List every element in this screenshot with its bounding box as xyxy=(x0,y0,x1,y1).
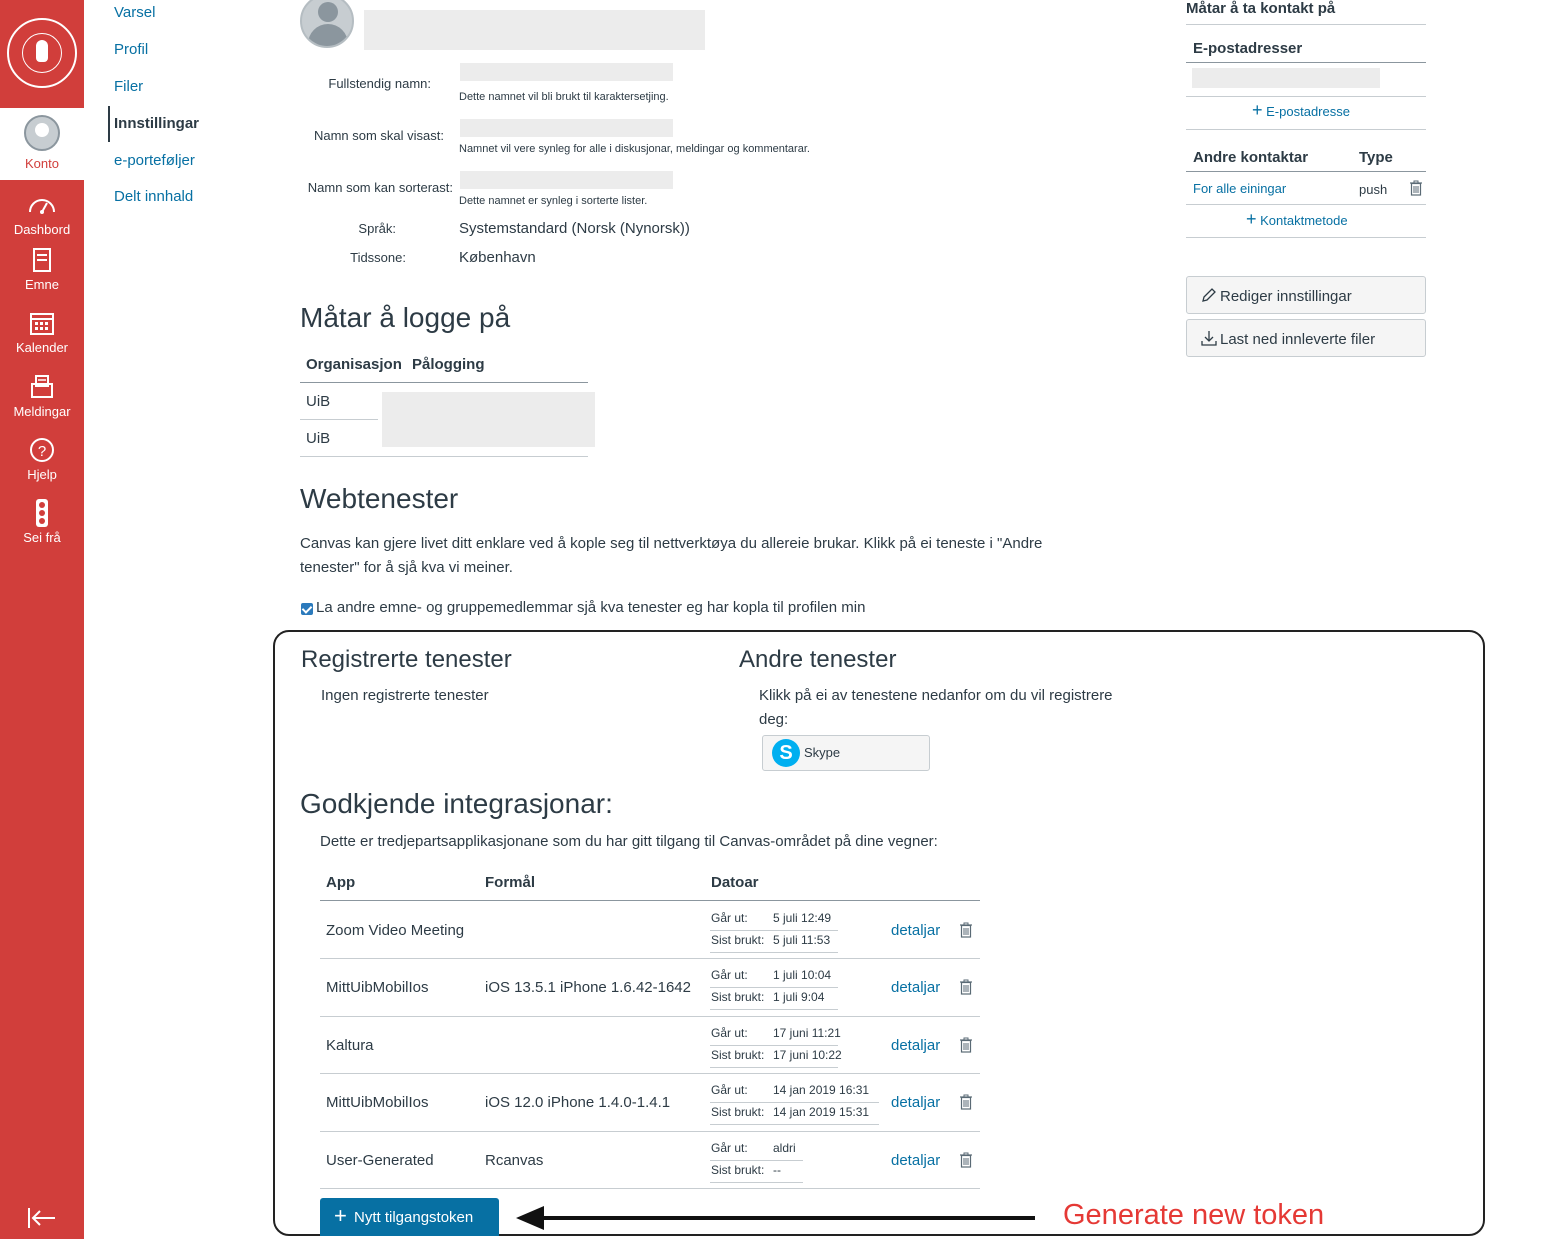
edit-settings-button[interactable] xyxy=(1186,276,1426,314)
expires-value: aldri xyxy=(773,1141,796,1155)
details-link[interactable]: detaljar xyxy=(891,1152,941,1169)
display-name-hint: Namnet vil vere synleg for alle i diskusjonar, meldingar og kommentarar. xyxy=(459,143,810,155)
nav-item-label: Sei frå xyxy=(23,530,61,545)
type-header: Type xyxy=(1359,149,1393,166)
skype-service-button[interactable] xyxy=(762,735,930,771)
sortable-name-field xyxy=(460,171,673,189)
dashboard-icon xyxy=(27,190,57,220)
book-icon xyxy=(27,245,57,275)
expires-value: 5 juli 12:49 xyxy=(773,911,832,925)
inbox-icon xyxy=(27,372,57,402)
expires-value: 17 juni 11:21 xyxy=(773,1026,841,1040)
language-label: Språk: xyxy=(358,221,396,236)
integration-app: MittUibMobilIos xyxy=(326,979,429,996)
display-name-label: Namn som skal visast: xyxy=(313,128,444,143)
display-name-field xyxy=(460,119,673,137)
last-used-value: -- xyxy=(773,1163,781,1177)
add-email-link[interactable]: + E-postadresse xyxy=(1252,100,1350,120)
integration-purpose: Rcanvas xyxy=(485,1152,544,1169)
last-used-value: 1 juli 9:04 xyxy=(773,990,825,1004)
last-used-label: Sist brukt: xyxy=(711,1105,765,1119)
seal-icon xyxy=(7,18,77,88)
contact-row-name[interactable]: For alle einingar xyxy=(1193,181,1287,196)
other-services-title: Andre tenester xyxy=(739,646,897,673)
col-organisasjon: Organisasjon xyxy=(306,356,402,373)
full-name-label: Fullstendig namn: xyxy=(328,76,431,91)
timezone-label: Tidssone: xyxy=(350,250,406,265)
col-datoar: Datoar xyxy=(711,874,759,891)
trash-icon[interactable] xyxy=(959,922,973,938)
expires-label: Går ut: xyxy=(711,1026,748,1040)
svg-text:?: ? xyxy=(37,443,47,460)
download-submissions-label: Last ned innleverte filer xyxy=(1220,331,1376,348)
integrations-desc: Dette er tredjepartsapplikasjonane som du har gitt tilgang til Canvas-området på dine vegner: xyxy=(320,833,938,850)
secondary-nav-varsel[interactable]: Varsel xyxy=(114,4,156,21)
other-services-desc-2: deg: xyxy=(759,711,789,728)
nav-item-label: Kalender xyxy=(15,340,69,355)
integration-app: User-Generated xyxy=(326,1152,434,1169)
sortable-name-label: Namn som kan sorterast: xyxy=(307,180,453,195)
show-services-label[interactable]: La andre emne- og gruppemedlemmar sjå kva tenester eg har kopla til profilen min xyxy=(316,599,866,616)
collapse-nav-icon[interactable] xyxy=(27,1206,57,1230)
redacted-login xyxy=(382,392,595,447)
email-header: E-postadresser xyxy=(1193,40,1303,57)
other-services-desc-1: Klikk på ei av tenestene nedanfor om du vil registrere xyxy=(759,687,1113,704)
details-link[interactable]: detaljar xyxy=(891,1094,941,1111)
secondary-nav-e-portefoljer[interactable]: e-porteføljer xyxy=(114,152,195,169)
nav-item-sei-fra[interactable] xyxy=(0,498,84,560)
new-token-label: Nytt tilgangstoken xyxy=(354,1209,474,1226)
trash-icon[interactable] xyxy=(959,1094,973,1110)
details-link[interactable]: detaljar xyxy=(891,922,941,939)
login-org: UiB xyxy=(306,430,331,447)
expires-label: Går ut: xyxy=(711,968,748,982)
integration-app: Zoom Video Meeting xyxy=(326,922,465,939)
expires-label: Går ut: xyxy=(711,1141,748,1155)
expires-value: 1 juli 10:04 xyxy=(773,968,832,982)
download-icon xyxy=(1201,330,1217,346)
full-name-hint: Dette namnet vil bli brukt til karaktersetjing. xyxy=(459,91,669,103)
integration-app: MittUibMobilIos xyxy=(326,1094,429,1111)
traffic-light-icon xyxy=(27,498,57,528)
nav-item-label: Dashbord xyxy=(13,222,71,237)
plus-icon: + xyxy=(334,1203,347,1228)
secondary-nav-filer[interactable]: Filer xyxy=(114,78,144,95)
login-org: UiB xyxy=(306,393,331,410)
contact-row-type: push xyxy=(1359,182,1388,197)
expires-value: 14 jan 2019 16:31 xyxy=(773,1083,870,1097)
details-link[interactable]: detaljar xyxy=(891,979,941,996)
sortable-name-hint: Dette namnet er synleg i sorterte lister. xyxy=(459,195,648,207)
integration-purpose: iOS 12.0 iPhone 1.4.0-1.4.1 xyxy=(485,1094,671,1111)
redacted-email xyxy=(1192,68,1380,88)
col-app: App xyxy=(326,874,356,891)
full-name-field xyxy=(460,63,673,81)
avatar xyxy=(24,115,60,151)
trash-icon[interactable] xyxy=(959,979,973,995)
registered-services-empty: Ingen registrerte tenester xyxy=(321,687,489,704)
last-used-label: Sist brukt: xyxy=(711,1163,765,1177)
expires-label: Går ut: xyxy=(711,911,748,925)
calendar-icon xyxy=(27,308,57,338)
pencil-icon xyxy=(1201,287,1217,303)
nav-item-konto[interactable] xyxy=(0,108,84,180)
secondary-nav-innstillingar[interactable]: Innstillingar xyxy=(114,115,200,132)
nav-item-label: Hjelp xyxy=(27,467,57,482)
nav-item-dashbord[interactable] xyxy=(0,190,84,252)
new-access-token-button[interactable] xyxy=(320,1198,499,1236)
integration-purpose: iOS 13.5.1 iPhone 1.6.42-1642 xyxy=(485,979,691,996)
nav-item-label: Konto xyxy=(25,156,59,171)
nav-item-hjelp[interactable] xyxy=(0,435,84,497)
nav-item-label: Emne xyxy=(25,277,59,292)
annotation-arrow-head xyxy=(516,1206,544,1230)
webservices-desc-2: tenester" for å sjå kva vi meiner. xyxy=(300,559,513,576)
webservices-desc-1: Canvas kan gjere livet ditt enklare ved å kople seg til nettverktøya du allereie brukar. Klikk på ei teneste i "Andre xyxy=(300,535,1043,552)
edit-settings-label: Rediger innstillingar xyxy=(1220,288,1352,305)
secondary-nav-profil[interactable]: Profil xyxy=(114,41,149,58)
last-used-label: Sist brukt: xyxy=(711,933,765,947)
skype-label: Skype xyxy=(804,745,841,760)
last-used-label: Sist brukt: xyxy=(711,1048,765,1062)
integrations-title: Godkjende integrasjonar: xyxy=(300,788,613,819)
contact-title: Måtar å ta kontakt på xyxy=(1186,0,1336,17)
registered-services-title: Registrerte tenester xyxy=(301,646,512,673)
last-used-value: 14 jan 2019 15:31 xyxy=(773,1105,870,1119)
global-nav xyxy=(0,0,84,1239)
timezone-value: København xyxy=(459,249,536,266)
university-logo[interactable] xyxy=(0,0,84,108)
plus-icon: + xyxy=(1246,209,1257,229)
nav-item-meldingar[interactable] xyxy=(0,372,84,434)
trash-icon[interactable] xyxy=(959,1152,973,1168)
secondary-nav-delt-innhald[interactable]: Delt innhald xyxy=(114,188,194,205)
col-palogging: Pålogging xyxy=(412,356,485,373)
annotation-text: Generate new token xyxy=(1063,1199,1325,1231)
plus-icon: + xyxy=(1252,100,1263,120)
nav-item-kalender[interactable] xyxy=(0,308,84,370)
nav-item-label: Meldingar xyxy=(13,404,71,419)
add-contact-method-link[interactable]: + Kontaktmetode xyxy=(1246,209,1348,229)
trash-icon[interactable] xyxy=(959,1037,973,1053)
language-value: Systemstandard (Norsk (Nynorsk)) xyxy=(459,220,690,237)
profile-avatar[interactable] xyxy=(300,0,354,48)
col-formal: Formål xyxy=(485,874,536,891)
show-services-checkbox[interactable] xyxy=(301,603,313,615)
trash-icon[interactable] xyxy=(1409,180,1423,196)
active-indicator xyxy=(108,106,110,142)
nav-item-emne[interactable] xyxy=(0,245,84,307)
expires-label: Går ut: xyxy=(711,1083,748,1097)
logins-title: Måtar å logge på xyxy=(300,302,511,333)
last-used-label: Sist brukt: xyxy=(711,990,765,1004)
download-submissions-button[interactable] xyxy=(1186,319,1426,357)
last-used-value: 5 juli 11:53 xyxy=(773,933,831,947)
last-used-value: 17 juni 10:22 xyxy=(773,1048,842,1062)
webservices-title: Webtenester xyxy=(300,483,459,514)
redacted-name xyxy=(364,10,705,50)
annotation-arrow xyxy=(540,1216,1035,1220)
integration-app: Kaltura xyxy=(326,1037,374,1054)
skype-icon: S xyxy=(772,739,800,767)
other-contacts-header: Andre kontaktar xyxy=(1193,149,1309,166)
help-icon xyxy=(27,435,57,465)
details-link[interactable]: detaljar xyxy=(891,1037,941,1054)
